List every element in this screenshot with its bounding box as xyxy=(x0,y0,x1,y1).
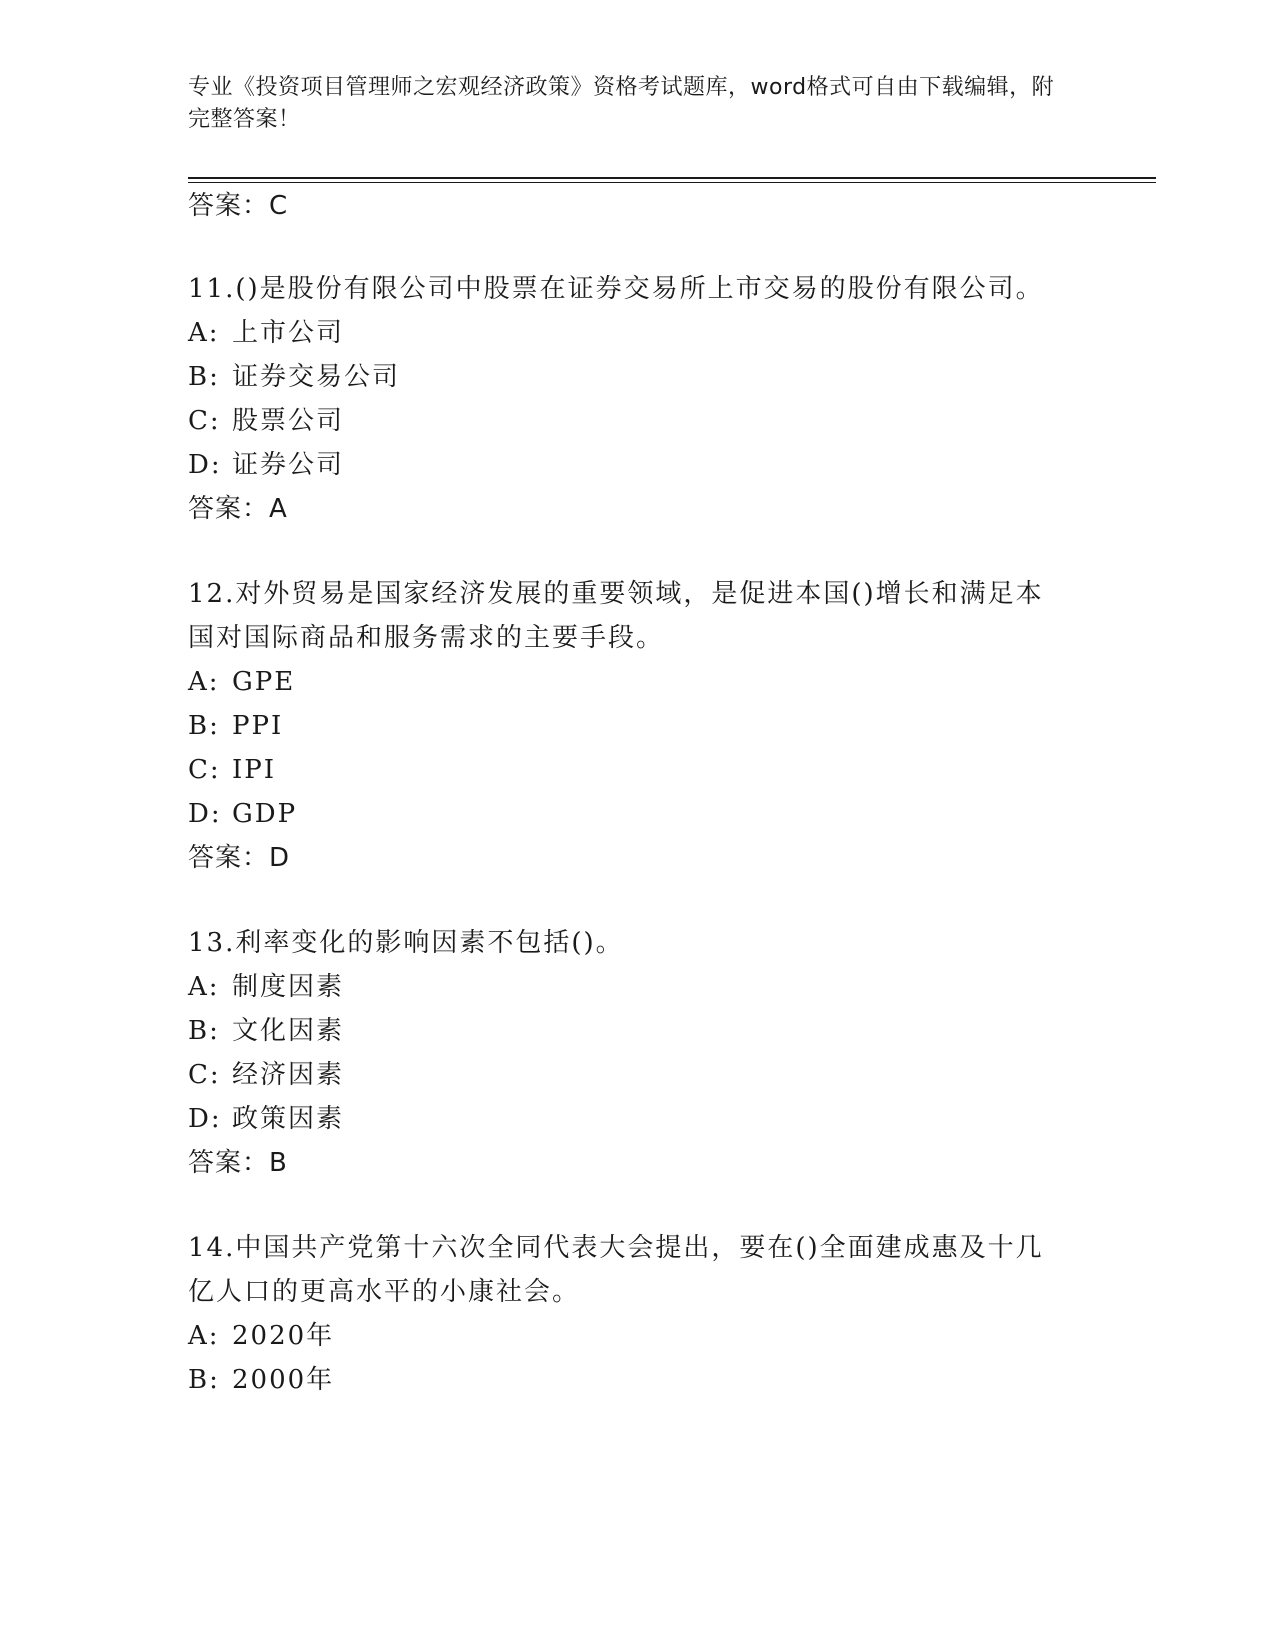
option-11-d: D: 证券公司 xyxy=(188,450,345,480)
option-12-a: A: GPE xyxy=(188,667,296,697)
answer-line-11: 答案：A xyxy=(188,494,288,524)
question-stem-12: 12.对外贸易是国家经济发展的重要领域，是促进本国()增长和满足本 xyxy=(188,579,1044,609)
option-11-b: B: 证券交易公司 xyxy=(188,362,401,392)
option-11-a: A: 上市公司 xyxy=(188,318,345,348)
answer-line-12: 答案：D xyxy=(188,843,291,873)
question-stem-11: 11.()是股份有限公司中股票在证券交易所上市交易的股份有限公司。 xyxy=(188,274,1044,304)
question-stem-14-cont: 亿人口的更高水平的小康社会。 xyxy=(188,1277,581,1307)
option-13-a: A: 制度因素 xyxy=(188,972,345,1002)
header-rule-thin xyxy=(188,182,1156,183)
option-13-c: C: 经济因素 xyxy=(188,1060,345,1090)
question-stem-14: 14.中国共产党第十六次全同代表大会提出，要在()全面建成惠及十几 xyxy=(188,1233,1044,1263)
header-rule-thick xyxy=(188,177,1156,179)
option-12-c: C: IPI xyxy=(188,755,277,785)
question-stem-13: 13.利率变化的影响因素不包括()。 xyxy=(188,928,624,958)
answer-line-10: 答案：C xyxy=(188,191,289,221)
option-12-d: D: GDP xyxy=(188,799,298,829)
document-intro: 专业《投资项目管理师之宏观经济政策》资格考试题库，word格式可自由下载编辑，附完整答案！ xyxy=(188,75,1055,132)
answer-line-13: 答案：B xyxy=(188,1148,288,1178)
option-11-c: C: 股票公司 xyxy=(188,406,345,436)
question-stem-12-cont: 国对国际商品和服务需求的主要手段。 xyxy=(188,623,665,653)
option-14-b: B: 2000年 xyxy=(188,1365,335,1395)
option-13-d: D: 政策因素 xyxy=(188,1104,345,1134)
option-14-a: A: 2020年 xyxy=(188,1321,335,1351)
option-13-b: B: 文化因素 xyxy=(188,1016,345,1046)
option-12-b: B: PPI xyxy=(188,711,284,741)
